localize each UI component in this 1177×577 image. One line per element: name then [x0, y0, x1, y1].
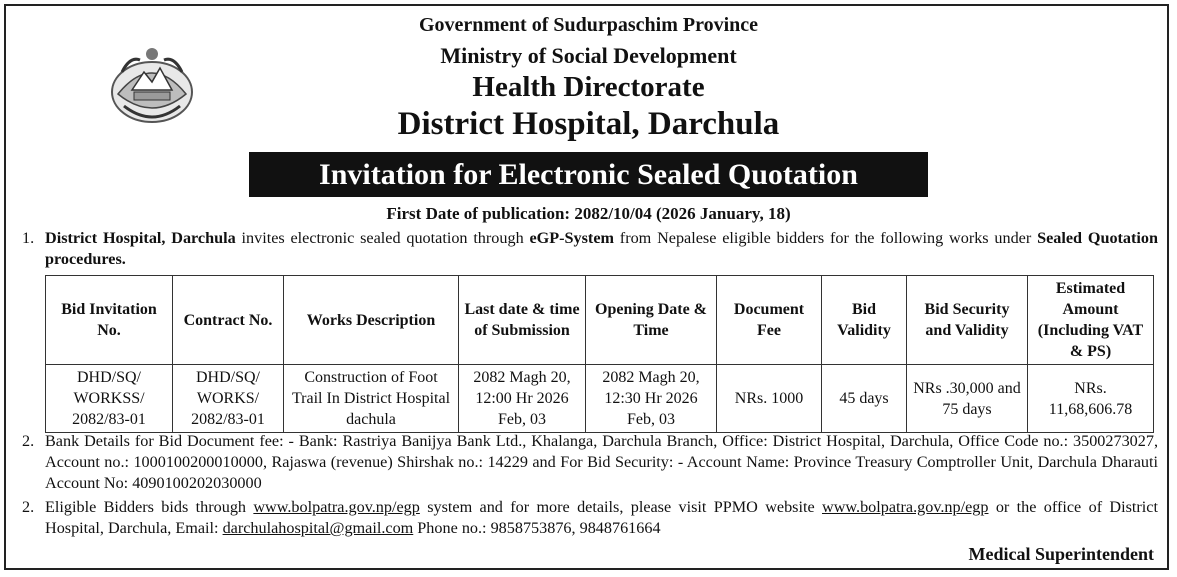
col-document-fee: Document Fee: [717, 276, 822, 365]
paragraph-number: 1.: [22, 229, 35, 247]
procedure-name: Sealed Quotation procedures.: [45, 229, 1159, 268]
paragraph-text: Phone no.: 9858753876, 9848761664: [413, 519, 661, 537]
table-cell: NRs .30,000 and 75 days: [907, 365, 1028, 433]
paragraph-text: from Nepalese eligible bidders for the following works under: [614, 229, 1038, 247]
system-name: eGP-System: [529, 229, 614, 247]
table-cell: DHD/SQ/ WORKSS/ 2082/83-01: [46, 365, 173, 433]
publication-date: First Date of publication: 2082/10/04 (2026 January, 18): [386, 204, 791, 223]
paragraph-3: [22, 497, 1158, 539]
table-cell: Construction of Foot Trail In District Hospital dachula: [284, 365, 459, 433]
paragraph-number: 2.: [22, 432, 35, 450]
table-cell: NRs. 1000: [717, 365, 822, 433]
notice-banner: Invitation for Electronic Sealed Quotation: [249, 152, 928, 197]
table-cell: 45 days: [822, 365, 907, 433]
col-contract-no: Contract No.: [173, 276, 284, 365]
col-bid-invitation: Bid Invitation No.: [46, 276, 173, 365]
table-cell: DHD/SQ/ WORKS/ 2082/83-01: [173, 365, 284, 433]
ministry-title: Ministry of Social Development: [440, 43, 737, 68]
bank-details-text: Bank Details for Bid Document fee: - Bank: Rastriya Banijya Bank Ltd., Khalanga, Darchula Branch, Office: District Hospital, Darchula, Office Code no.: 3500273027, Account no.: 1000100200010000, Rajaswa (revenue) Shirshak no.: 14229 and For Bid Security: - Account Name: Province Treasury Comptroller Unit, Darchula Dharauti Account No: 4090100202030000: [45, 432, 1158, 492]
directorate-title: Health Directorate: [472, 71, 705, 103]
paragraph-2: [22, 431, 1158, 494]
col-submission-date: Last date & time of Submission: [459, 276, 586, 365]
paragraph-text: invites electronic sealed quotation through: [235, 229, 530, 247]
org-name: District Hospital, Darchula: [45, 229, 236, 247]
paragraph-1: [22, 228, 1158, 270]
table-cell: 2082 Magh 20, 12:30 Hr 2026 Feb, 03: [586, 365, 717, 433]
table-header-row: [46, 276, 1154, 365]
col-bid-validity: Bid Validity: [822, 276, 907, 365]
paragraph-text: or the office of District Hospital, Darchula, Email:: [45, 498, 1158, 537]
col-works-description: Works Description: [284, 276, 459, 365]
paragraph-number: 2.: [22, 498, 35, 516]
government-title: Government of Sudurpaschim Province: [418, 14, 759, 36]
paragraph-text: Eligible Bidders bids through: [45, 498, 254, 516]
col-bid-security: Bid Security and Validity: [907, 276, 1028, 365]
email-link[interactable]: darchulahospital@gmail.com: [222, 519, 414, 537]
col-estimated-amount: Estimated Amount (Including VAT & PS): [1028, 276, 1154, 365]
table-cell: NRs. 11,68,606.78: [1028, 365, 1154, 433]
col-opening-date: Opening Date & Time: [586, 276, 717, 365]
signature: Medical Superintendent: [968, 544, 1154, 564]
ppmo-link[interactable]: www.bolpatra.gov.np/egp: [822, 498, 989, 516]
bolpatra-link[interactable]: www.bolpatra.gov.np/egp: [253, 498, 420, 516]
paragraph-text: system and for more details, please visit PPMO website: [419, 498, 822, 516]
table-cell: 2082 Magh 20, 12:00 Hr 2026 Feb, 03: [459, 365, 586, 433]
table-row: [46, 365, 1154, 433]
bid-table: [45, 275, 1154, 433]
hospital-title: District Hospital, Darchula: [397, 106, 780, 142]
